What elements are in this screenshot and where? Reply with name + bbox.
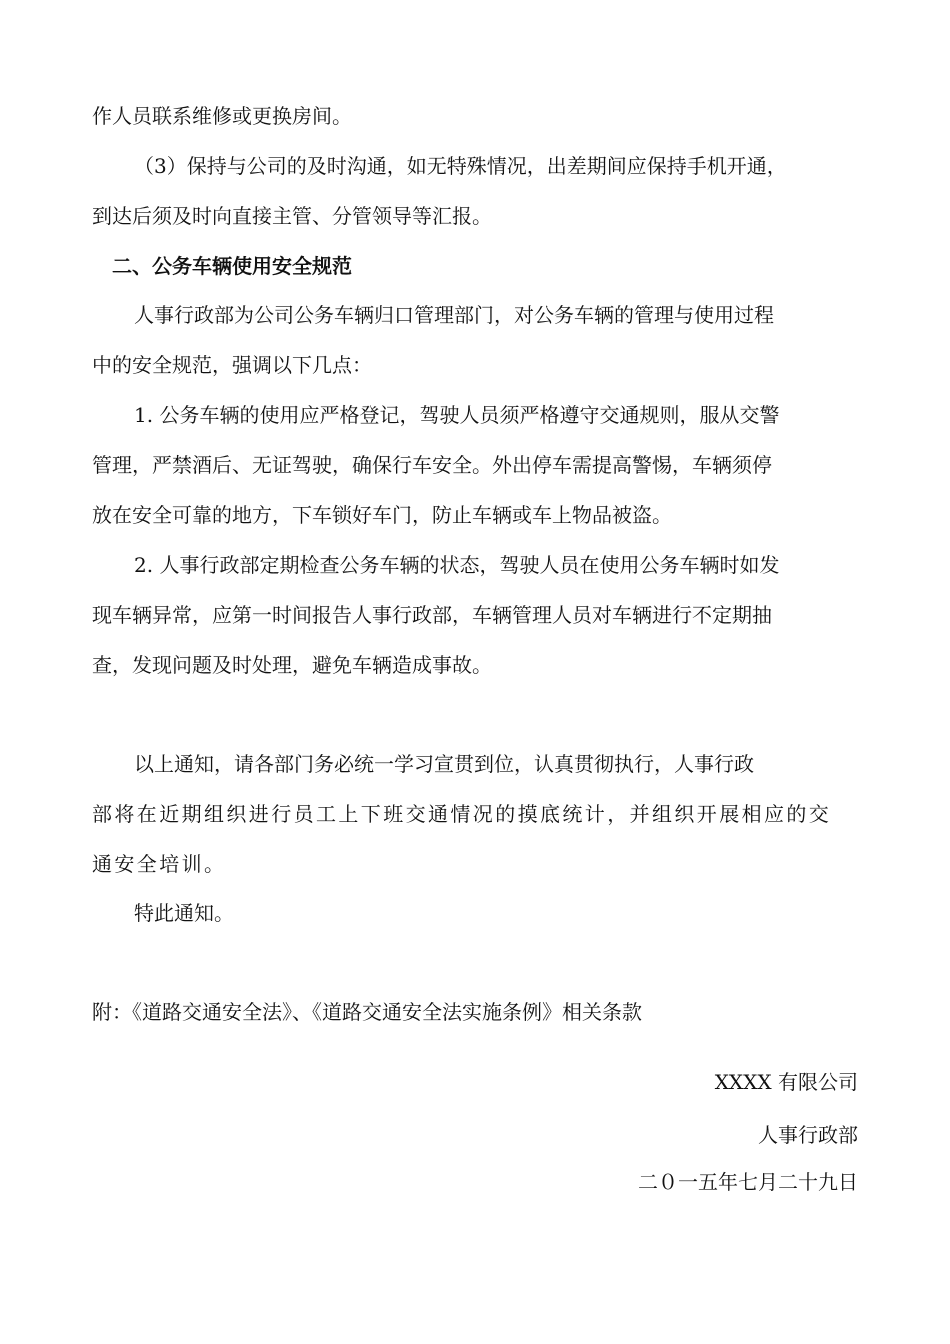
section-intro-line-2: 中的安全规范，强调以下几点： [92,353,372,377]
section-heading: 二、公务车辆使用安全规范 [112,254,352,278]
closing-paragraph-line-1: 以上通知，请各部门务必统一学习宣贯到位，认真贯彻执行，人事行政 [134,752,754,776]
closing-paragraph-line-3: 通安全培训。 [92,852,227,876]
list-item-3-line-2: 到达后须及时向直接主管、分管领导等汇报。 [92,204,492,228]
list-item-1-line-2: 管理，严禁酒后、无证驾驶，确保行车安全。外出停车需提高警惕，车辆须停 [92,453,772,477]
list-item-3-line-1: （3）保持与公司的及时沟通，如无特殊情况，出差期间应保持手机开通， [134,154,787,178]
list-item-2-line-2: 现车辆异常，应第一时间报告人事行政部，车辆管理人员对车辆进行不定期抽 [92,603,772,627]
closing-paragraph-line-2: 部将在近期组织进行员工上下班交通情况的摸底统计，并组织开展相应的交 [92,802,832,826]
signature-company: XXXX 有限公司 [714,1070,858,1094]
signature-department: 人事行政部 [758,1123,858,1147]
notice-text: 特此通知。 [134,901,234,925]
list-item-1-line-3: 放在安全可靠的地方，下车锁好车门，防止车辆或车上物品被盗。 [92,503,672,527]
attachment-line: 附：《道路交通安全法》、《道路交通安全法实施条例》相关条款 [92,1000,642,1024]
signature-date: 二０一五年七月二十九日 [638,1170,858,1194]
list-item-2-line-3: 查，发现问题及时处理，避免车辆造成事故。 [92,653,492,677]
list-item-2-line-1: 2. 人事行政部定期检查公务车辆的状态，驾驶人员在使用公务车辆时如发 [134,553,780,577]
paragraph-line: 作人员联系维修或更换房间。 [92,104,352,128]
section-intro-line-1: 人事行政部为公司公务车辆归口管理部门，对公务车辆的管理与使用过程 [134,303,774,327]
list-item-1-line-1: 1. 公务车辆的使用应严格登记，驾驶人员须严格遵守交通规则，服从交警 [134,403,780,427]
